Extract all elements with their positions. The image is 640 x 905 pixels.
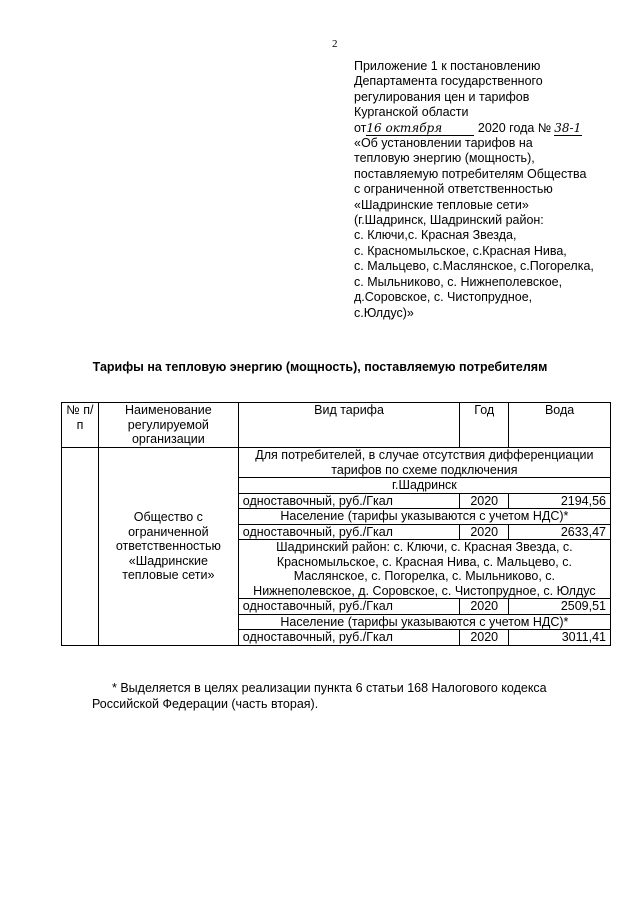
date-prefix: от [354,120,367,135]
header-water: Вода [509,403,611,448]
footnote-line: Российской Федерации (часть вторая). [92,697,319,711]
appendix-line: Курганской области [354,105,469,120]
tariff-value-cell: 2194,56 [509,493,611,509]
year-cell: 2020 [460,599,509,615]
appendix-line: Приложение 1 к постановлению [354,59,541,73]
tariff-type-cell: одноставочный, руб./Гкал [238,630,459,646]
year-cell: 2020 [460,630,509,646]
tariff-value-cell: 2509,51 [509,599,611,615]
no-differentiation-note: Для потребителей, в случае отсутствия дифференциации тарифов по схеме подключения [238,448,610,478]
handwritten-number: 38-1 [554,120,582,135]
cell-num [62,448,99,646]
population-note: Население (тарифы указываются с учетом НДС)* [238,614,610,630]
header-year: Год [460,403,509,448]
subject-line: д.Соровское, с. Чистопрудное, [354,290,533,305]
subject-line: с. Красномыльское, с.Красная Нива, [354,243,567,258]
appendix-line: Департамента государственного [354,74,543,89]
subject-line: поставляемую потребителям Общества [354,166,587,181]
subject-line: тепловую энергию (мощность), [354,151,535,166]
subject-line: с. Ключи,с. Красная Звезда, [354,228,517,243]
header-num: № п/п [62,403,99,448]
handwritten-date: 16 октября [366,122,474,136]
document-title: Тарифы на тепловую энергию (мощность), поставляемую потребителям [92,360,548,374]
subject-line: с.Юлдус)» [354,305,414,320]
subject-line: «Шадринские тепловые сети» [354,197,529,212]
subject-line: (г.Шадринск, Шадринский район: [354,213,544,228]
date-suffix: 2020 года № [477,120,552,135]
footnote [92,680,608,712]
year-cell: 2020 [460,493,509,509]
subject-line: с. Мыльниково, с. Нижнеполевское, [354,274,563,289]
year-cell: 2020 [460,524,509,540]
footnote-line: * Выделяется в целях реализации пункта 6 статьи 168 Налогового кодекса [112,681,547,695]
tariff-type-cell: одноставочный, руб./Гкал [238,599,459,615]
org-name-cell: Общество с ограниченной ответственностью «Шадринские тепловые сети» [98,448,238,646]
tariff-value-cell: 3011,41 [509,630,611,646]
table-header-row [62,403,611,448]
appendix-line: регулирования цен и тарифов [354,89,530,104]
city-label: г.Шадринск [238,478,610,494]
subject-line: «Об установлении тарифов на [354,136,533,151]
tariff-type-cell: одноставочный, руб./Гкал [238,493,459,509]
table-row [62,448,611,478]
header-org: Наименование регулируемой организации [98,403,238,448]
tariff-value-cell: 2633,47 [509,524,611,540]
tariff-type-cell: одноставочный, руб./Гкал [238,524,459,540]
header-tariff-type: Вид тарифа [238,403,459,448]
tariff-table [61,402,611,646]
appendix-block [354,59,624,321]
district-label: Шадринский район: с. Ключи, с. Красная Звезда, с. Красномыльское, с. Красная Нива, с. Мальцево, с. Маслянское, с. Погорелка, с. Мыльниково, с. Нижнеполевское, д. Соровское, с. Чистопрудное, с. Юлдус [238,540,610,599]
decree-date-line [354,121,624,136]
subject-line: с ограниченной ответственностью [354,182,553,197]
population-note: Население (тарифы указываются с учетом НДС)* [238,509,610,525]
subject-line: с. Мальцево, с.Маслянское, с.Погорелка, [354,259,594,274]
page-number: 2 [332,38,338,50]
